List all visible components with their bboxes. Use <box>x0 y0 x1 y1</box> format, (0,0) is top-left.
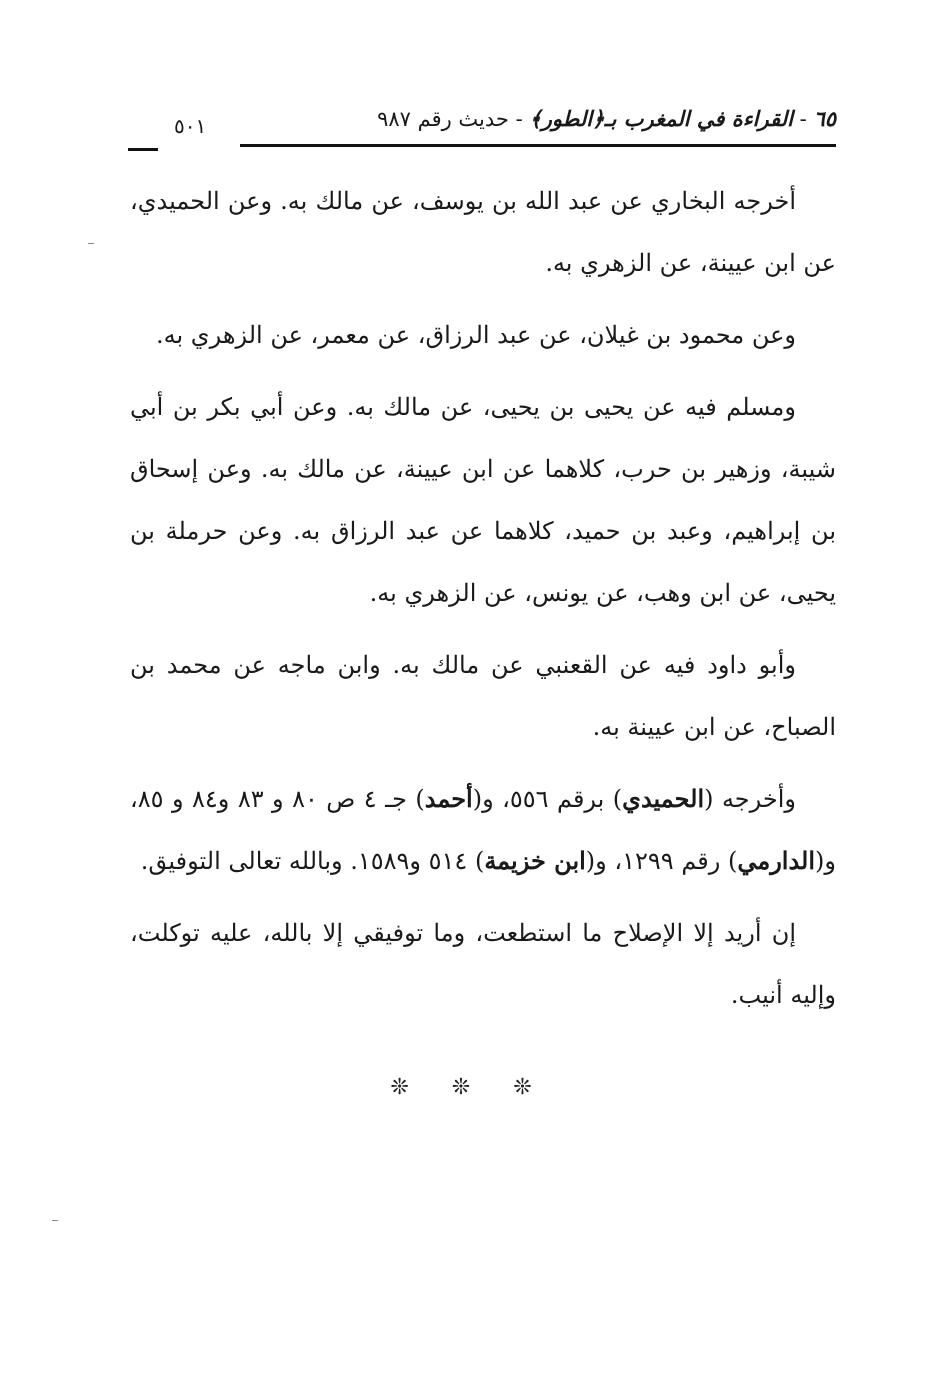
ref-text: ) رقم ١٢٩٩، و( <box>585 847 738 875</box>
header-dash: - <box>515 107 523 131</box>
hadith-number: ٦٥ <box>813 106 836 131</box>
header-dash: - <box>799 107 807 131</box>
paragraph-abu-dawud: وأبو داود فيه عن القعنبي عن مالك به. وابن ماجه عن محمد بن الصباح، عن ابن عيينة به. <box>130 651 836 741</box>
running-header <box>128 100 836 150</box>
margin-mark <box>52 1220 58 1221</box>
margin-mark <box>88 243 94 244</box>
paragraph-references <box>130 768 836 892</box>
header-rule <box>240 144 836 147</box>
ref-text: ) برقم ٥٥٦، و( <box>472 785 623 813</box>
ref-darimi: الدارمي <box>737 846 816 875</box>
ref-humaydi: الحميدي <box>622 784 705 813</box>
end-ornament: ❊ ❊ ❊ <box>390 1075 550 1100</box>
header-surah: ﴿الطور﴾ <box>529 106 605 131</box>
page-number: ٥٠١ <box>174 114 207 138</box>
header-topic: القراءة في المغرب بـ <box>604 106 793 131</box>
paragraph-bukhari: أخرجه البخاري عن عبد الله بن يوسف، عن مالك به. وعن الحميدي، عن ابن عيينة، عن الزهري به. <box>130 187 836 277</box>
header-title <box>377 106 836 131</box>
page-number-rule <box>128 148 158 151</box>
paragraph-muslim: ومسلم فيه عن يحيى بن يحيى، عن مالك به. وعن أبي بكر بن أبي شيبة، وزهير بن حرب، كلاهما عن ابن عيينة، عن مالك به. وعن إسحاق بن إبراهيم، وعبد بن حميد، كلاهما عن عبد الرزاق به. وعن حرملة بن يحيى، عن ابن وهب، عن يونس، عن الزهري به. <box>130 393 836 607</box>
paragraph-mahmud: وعن محمود بن غيلان، عن عبد الرزاق، عن معمر، عن الزهري به. <box>156 321 796 349</box>
body-text <box>130 170 836 1036</box>
paragraph-closing: إن أريد إلا الإصلاح ما استطعت، وما توفيقي إلا بالله، عليه توكلت، وإليه أنيب. <box>130 919 836 1009</box>
ref-ibn-khuzayma: ابن خزيمة <box>484 846 586 875</box>
ref-text: ) ٥١٤ و١٥٨٩. وبالله تعالى التوفيق. <box>140 847 485 875</box>
ref-text: ) جـ ٤ ص ٨٠ و ٨٣ و٨٤ و ٨٥، و( <box>130 785 836 875</box>
header-reference: حديث رقم ٩٨٧ <box>377 107 509 131</box>
ref-ahmad: أحمد <box>424 784 473 813</box>
ref-text: وأخرجه ( <box>704 785 796 813</box>
